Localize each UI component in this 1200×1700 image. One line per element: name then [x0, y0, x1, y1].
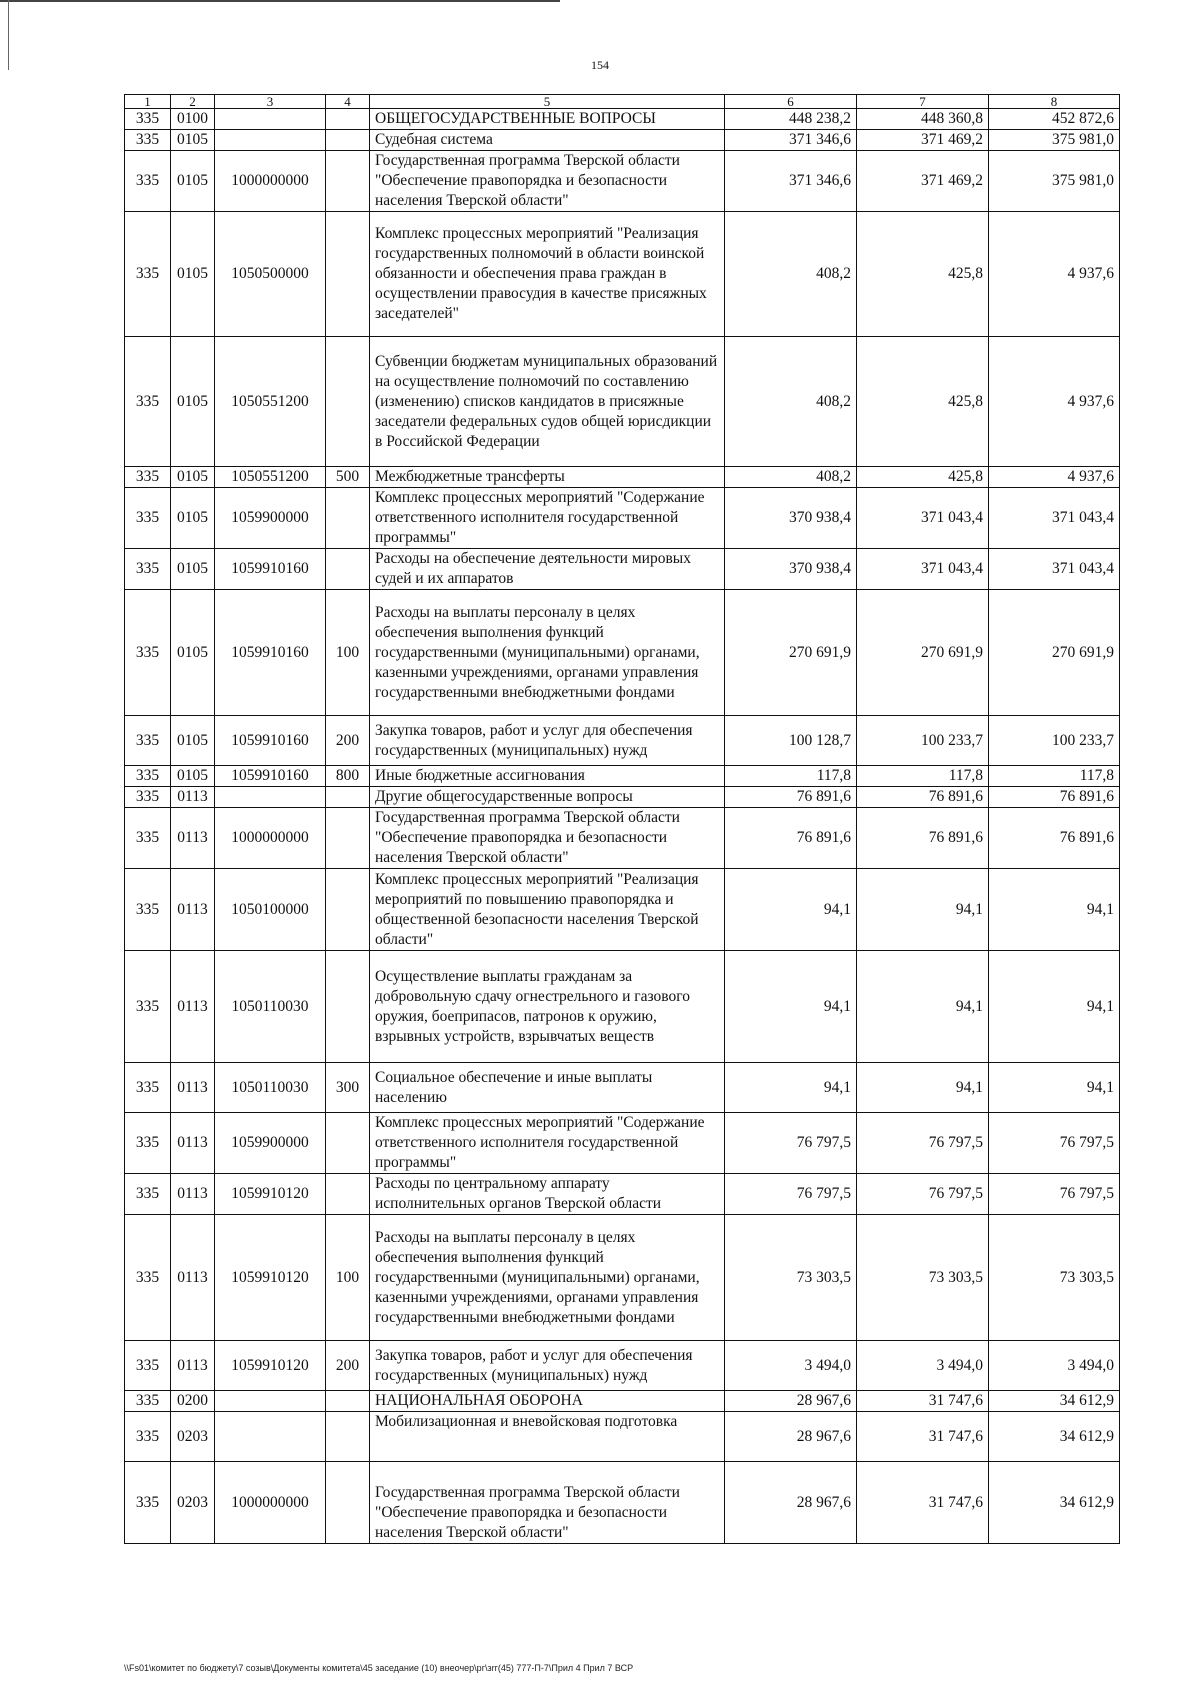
code-admin-cell: 335: [125, 337, 171, 467]
amount-col7-cell: 76 891,6: [857, 808, 989, 869]
item-name-cell: Расходы на выплаты персоналу в целях обеспечения выполнения функций государственными (муниципальными) органами, казенными учреждениями, органами управления государственными внебюджетными фондами: [370, 1215, 725, 1341]
amount-col8-cell: 34 612,9: [989, 1462, 1120, 1544]
code-expense-type-cell: [326, 337, 370, 467]
table-row: [125, 716, 1120, 766]
column-header-1: 1: [125, 95, 171, 109]
code-expense-type-cell: [326, 1462, 370, 1544]
amount-col6-cell: 76 797,5: [725, 1174, 857, 1215]
amount-col7-cell: 371 043,4: [857, 488, 989, 549]
code-expense-type-cell: 200: [326, 1341, 370, 1391]
code-section-cell: 0200: [171, 1391, 215, 1412]
table-row: [125, 808, 1120, 869]
amount-col8-cell: 34 612,9: [989, 1412, 1120, 1462]
amount-col7-cell: 31 747,6: [857, 1391, 989, 1412]
amount-col6-cell: 371 346,6: [725, 130, 857, 151]
table-row: [125, 109, 1120, 130]
amount-col8-cell: 452 872,6: [989, 109, 1120, 130]
code-section-cell: 0100: [171, 109, 215, 130]
code-section-cell: 0113: [171, 1341, 215, 1391]
code-section-cell: 0105: [171, 488, 215, 549]
item-name-cell: Расходы на выплаты персоналу в целях обеспечения выполнения функций государственными (муниципальными) органами, казенными учреждениями, органами управления государственными внебюджетными фондами: [370, 590, 725, 716]
item-name-cell: Социальное обеспечение и иные выплаты населению: [370, 1063, 725, 1113]
table-row: [125, 1462, 1120, 1544]
code-admin-cell: 335: [125, 151, 171, 212]
page-number: 154: [591, 58, 609, 72]
code-admin-cell: 335: [125, 869, 171, 951]
amount-col7-cell: 31 747,6: [857, 1412, 989, 1462]
amount-col7-cell: 425,8: [857, 467, 989, 488]
code-section-cell: 0203: [171, 1462, 215, 1544]
amount-col6-cell: 370 938,4: [725, 549, 857, 590]
item-name-cell: Комплекс процессных мероприятий "Содержание ответственного исполнителя государственной программы": [370, 1113, 725, 1174]
code-target-cell: [215, 130, 326, 151]
amount-col8-cell: 371 043,4: [989, 549, 1120, 590]
code-target-cell: 1050500000: [215, 212, 326, 337]
code-admin-cell: 335: [125, 467, 171, 488]
code-target-cell: [215, 1412, 326, 1462]
amount-col8-cell: 3 494,0: [989, 1341, 1120, 1391]
table-row: [125, 467, 1120, 488]
table-row: [125, 1174, 1120, 1215]
amount-col7-cell: 100 233,7: [857, 716, 989, 766]
code-expense-type-cell: 300: [326, 1063, 370, 1113]
amount-col8-cell: 270 691,9: [989, 590, 1120, 716]
code-section-cell: 0105: [171, 212, 215, 337]
code-admin-cell: 335: [125, 1462, 171, 1544]
item-name-cell: Иные бюджетные ассигнования: [370, 766, 725, 787]
footer-file-path: \\Fs01\комитет по бюджету\7 созыв\Документы комитета\45 заседание (10) внеочер\рг\зrг(45) 777-П-7\Прил 4 Прил 7 ВСР: [124, 1663, 634, 1673]
table-row: [125, 1412, 1120, 1462]
amount-col8-cell: 4 937,6: [989, 212, 1120, 337]
amount-col7-cell: 270 691,9: [857, 590, 989, 716]
code-admin-cell: 335: [125, 766, 171, 787]
code-target-cell: 1050551200: [215, 337, 326, 467]
amount-col8-cell: 76 797,5: [989, 1174, 1120, 1215]
item-name-cell: Субвенции бюджетам муниципальных образований на осуществление полномочий по составлению (изменению) списков кандидатов в присяжные заседатели федеральных судов общей юрисдикции в Российской Федерации: [370, 337, 725, 467]
item-name-cell: Комплекс процессных мероприятий "Реализация государственных полномочий в области воинской обязанности и обеспечения права граждан в осуществлении правосудия в качестве присяжных заседателей": [370, 212, 725, 337]
code-admin-cell: 335: [125, 1063, 171, 1113]
amount-col8-cell: 94,1: [989, 1063, 1120, 1113]
code-admin-cell: 335: [125, 549, 171, 590]
column-header-3: 3: [215, 95, 326, 109]
amount-col8-cell: 94,1: [989, 869, 1120, 951]
item-name-cell: Расходы по центральному аппарату исполнительных органов Тверской области: [370, 1174, 725, 1215]
table-body: [125, 109, 1120, 1544]
table-row: [125, 549, 1120, 590]
code-expense-type-cell: [326, 1412, 370, 1462]
amount-col7-cell: 76 797,5: [857, 1113, 989, 1174]
code-target-cell: 1059910160: [215, 590, 326, 716]
code-expense-type-cell: [326, 212, 370, 337]
amount-col7-cell: 73 303,5: [857, 1215, 989, 1341]
code-admin-cell: 335: [125, 130, 171, 151]
table-row: [125, 337, 1120, 467]
code-admin-cell: 335: [125, 1341, 171, 1391]
code-expense-type-cell: [326, 1113, 370, 1174]
code-expense-type-cell: 200: [326, 716, 370, 766]
code-section-cell: 0113: [171, 1063, 215, 1113]
table-header: [125, 95, 1120, 109]
code-target-cell: 1059900000: [215, 1113, 326, 1174]
amount-col6-cell: 76 891,6: [725, 808, 857, 869]
code-admin-cell: 335: [125, 1391, 171, 1412]
code-target-cell: 1059910120: [215, 1341, 326, 1391]
code-admin-cell: 335: [125, 1215, 171, 1341]
code-target-cell: 1059910120: [215, 1174, 326, 1215]
code-section-cell: 0113: [171, 1174, 215, 1215]
amount-col6-cell: 28 967,6: [725, 1462, 857, 1544]
code-expense-type-cell: [326, 869, 370, 951]
table-row: [125, 151, 1120, 212]
amount-col7-cell: 371 043,4: [857, 549, 989, 590]
amount-col8-cell: 100 233,7: [989, 716, 1120, 766]
code-expense-type-cell: [326, 787, 370, 808]
code-target-cell: 1000000000: [215, 151, 326, 212]
amount-col7-cell: 448 360,8: [857, 109, 989, 130]
amount-col6-cell: 73 303,5: [725, 1215, 857, 1341]
amount-col6-cell: 76 891,6: [725, 787, 857, 808]
code-expense-type-cell: 500: [326, 467, 370, 488]
code-admin-cell: 335: [125, 1412, 171, 1462]
table-row: [125, 1341, 1120, 1391]
code-admin-cell: 335: [125, 212, 171, 337]
amount-col7-cell: 31 747,6: [857, 1462, 989, 1544]
table-row: [125, 1215, 1120, 1341]
code-admin-cell: 335: [125, 488, 171, 549]
scan-edge-top: [0, 0, 560, 2]
code-target-cell: 1059910160: [215, 766, 326, 787]
amount-col7-cell: 425,8: [857, 212, 989, 337]
amount-col8-cell: 76 891,6: [989, 808, 1120, 869]
item-name-cell: Закупка товаров, работ и услуг для обеспечения государственных (муниципальных) нужд: [370, 716, 725, 766]
amount-col7-cell: 371 469,2: [857, 151, 989, 212]
column-header-2: 2: [171, 95, 215, 109]
item-name-cell: Комплекс процессных мероприятий "Реализация мероприятий по повышению правопорядка и общественной безопасности населения Тверской области": [370, 869, 725, 951]
code-expense-type-cell: [326, 1391, 370, 1412]
item-name-cell: ОБЩЕГОСУДАРСТВЕННЫЕ ВОПРОСЫ: [370, 109, 725, 130]
amount-col8-cell: 375 981,0: [989, 151, 1120, 212]
amount-col7-cell: 94,1: [857, 869, 989, 951]
amount-col8-cell: 76 891,6: [989, 787, 1120, 808]
amount-col6-cell: 408,2: [725, 212, 857, 337]
amount-col6-cell: 94,1: [725, 1063, 857, 1113]
code-target-cell: [215, 1391, 326, 1412]
code-target-cell: 1059900000: [215, 488, 326, 549]
amount-col6-cell: 408,2: [725, 337, 857, 467]
item-name-cell: Судебная система: [370, 130, 725, 151]
amount-col6-cell: 3 494,0: [725, 1341, 857, 1391]
code-section-cell: 0113: [171, 951, 215, 1063]
code-section-cell: 0105: [171, 151, 215, 212]
code-admin-cell: 335: [125, 787, 171, 808]
amount-col6-cell: 28 967,6: [725, 1391, 857, 1412]
table-row: [125, 130, 1120, 151]
table-row: [125, 590, 1120, 716]
amount-col8-cell: 375 981,0: [989, 130, 1120, 151]
table-row: [125, 212, 1120, 337]
code-section-cell: 0105: [171, 337, 215, 467]
code-admin-cell: 335: [125, 1113, 171, 1174]
amount-col6-cell: 117,8: [725, 766, 857, 787]
column-header-8: 8: [989, 95, 1120, 109]
table-row: [125, 1391, 1120, 1412]
column-header-4: 4: [326, 95, 370, 109]
item-name-cell: Государственная программа Тверской области "Обеспечение правопорядка и безопасности населения Тверской области": [370, 1462, 725, 1544]
amount-col7-cell: 94,1: [857, 1063, 989, 1113]
column-header-5: 5: [370, 95, 725, 109]
amount-col6-cell: 100 128,7: [725, 716, 857, 766]
table-row: [125, 869, 1120, 951]
amount-col6-cell: 94,1: [725, 951, 857, 1063]
table-row: [125, 488, 1120, 549]
code-admin-cell: 335: [125, 1174, 171, 1215]
item-name-cell: Мобилизационная и вневойсковая подготовка: [370, 1412, 725, 1462]
code-expense-type-cell: [326, 808, 370, 869]
code-expense-type-cell: [326, 109, 370, 130]
code-section-cell: 0113: [171, 869, 215, 951]
table-row: [125, 1113, 1120, 1174]
amount-col7-cell: 425,8: [857, 337, 989, 467]
table-row: [125, 951, 1120, 1063]
code-section-cell: 0203: [171, 1412, 215, 1462]
code-section-cell: 0105: [171, 130, 215, 151]
amount-col6-cell: 28 967,6: [725, 1412, 857, 1462]
code-section-cell: 0113: [171, 787, 215, 808]
amount-col8-cell: 371 043,4: [989, 488, 1120, 549]
amount-col7-cell: 76 797,5: [857, 1174, 989, 1215]
table-row: [125, 766, 1120, 787]
amount-col6-cell: 448 238,2: [725, 109, 857, 130]
code-target-cell: 1050110030: [215, 1063, 326, 1113]
amount-col7-cell: 76 891,6: [857, 787, 989, 808]
code-target-cell: 1000000000: [215, 808, 326, 869]
amount-col8-cell: 34 612,9: [989, 1391, 1120, 1412]
amount-col8-cell: 117,8: [989, 766, 1120, 787]
amount-col6-cell: 270 691,9: [725, 590, 857, 716]
code-expense-type-cell: [326, 130, 370, 151]
code-target-cell: 1059910120: [215, 1215, 326, 1341]
amount-col6-cell: 370 938,4: [725, 488, 857, 549]
item-name-cell: Межбюджетные трансферты: [370, 467, 725, 488]
code-admin-cell: 335: [125, 109, 171, 130]
item-name-cell: Государственная программа Тверской области "Обеспечение правопорядка и безопасности населения Тверской области": [370, 151, 725, 212]
item-name-cell: Комплекс процессных мероприятий "Содержание ответственного исполнителя государственной программы": [370, 488, 725, 549]
code-expense-type-cell: 100: [326, 1215, 370, 1341]
amount-col8-cell: 4 937,6: [989, 467, 1120, 488]
code-section-cell: 0113: [171, 1215, 215, 1341]
code-target-cell: 1059910160: [215, 716, 326, 766]
item-name-cell: Закупка товаров, работ и услуг для обеспечения государственных (муниципальных) нужд: [370, 1341, 725, 1391]
code-target-cell: 1059910160: [215, 549, 326, 590]
column-header-7: 7: [857, 95, 989, 109]
code-target-cell: 1000000000: [215, 1462, 326, 1544]
amount-col6-cell: 408,2: [725, 467, 857, 488]
code-expense-type-cell: [326, 488, 370, 549]
code-section-cell: 0105: [171, 549, 215, 590]
amount-col6-cell: 371 346,6: [725, 151, 857, 212]
amount-col6-cell: 94,1: [725, 869, 857, 951]
table-row: [125, 1063, 1120, 1113]
amount-col7-cell: 371 469,2: [857, 130, 989, 151]
item-name-cell: Государственная программа Тверской области "Обеспечение правопорядка и безопасности населения Тверской области": [370, 808, 725, 869]
code-expense-type-cell: [326, 1174, 370, 1215]
code-expense-type-cell: [326, 549, 370, 590]
code-section-cell: 0113: [171, 808, 215, 869]
code-target-cell: [215, 109, 326, 130]
amount-col8-cell: 76 797,5: [989, 1113, 1120, 1174]
amount-col7-cell: 94,1: [857, 951, 989, 1063]
item-name-cell: Осуществление выплаты гражданам за добровольную сдачу огнестрельного и газового оружия, боеприпасов, патронов к оружию, взрывных устройств, взрывчатых веществ: [370, 951, 725, 1063]
code-section-cell: 0105: [171, 766, 215, 787]
item-name-cell: НАЦИОНАЛЬНАЯ ОБОРОНА: [370, 1391, 725, 1412]
code-expense-type-cell: 100: [326, 590, 370, 716]
header-row: [125, 95, 1120, 109]
code-admin-cell: 335: [125, 951, 171, 1063]
item-name-cell: Расходы на обеспечение деятельности мировых судей и их аппаратов: [370, 549, 725, 590]
amount-col7-cell: 117,8: [857, 766, 989, 787]
amount-col8-cell: 73 303,5: [989, 1215, 1120, 1341]
budget-table: [124, 94, 1120, 1544]
code-admin-cell: 335: [125, 716, 171, 766]
code-section-cell: 0105: [171, 590, 215, 716]
code-expense-type-cell: [326, 951, 370, 1063]
scan-edge-left: [8, 0, 9, 70]
code-target-cell: 1050100000: [215, 869, 326, 951]
code-section-cell: 0105: [171, 716, 215, 766]
code-admin-cell: 335: [125, 590, 171, 716]
code-section-cell: 0113: [171, 1113, 215, 1174]
code-target-cell: 1050110030: [215, 951, 326, 1063]
code-expense-type-cell: [326, 151, 370, 212]
code-admin-cell: 335: [125, 808, 171, 869]
code-expense-type-cell: 800: [326, 766, 370, 787]
item-name-cell: Другие общегосударственные вопросы: [370, 787, 725, 808]
code-section-cell: 0105: [171, 467, 215, 488]
amount-col8-cell: 4 937,6: [989, 337, 1120, 467]
amount-col8-cell: 94,1: [989, 951, 1120, 1063]
code-target-cell: [215, 787, 326, 808]
amount-col7-cell: 3 494,0: [857, 1341, 989, 1391]
code-target-cell: 1050551200: [215, 467, 326, 488]
column-header-6: 6: [725, 95, 857, 109]
table-row: [125, 787, 1120, 808]
amount-col6-cell: 76 797,5: [725, 1113, 857, 1174]
